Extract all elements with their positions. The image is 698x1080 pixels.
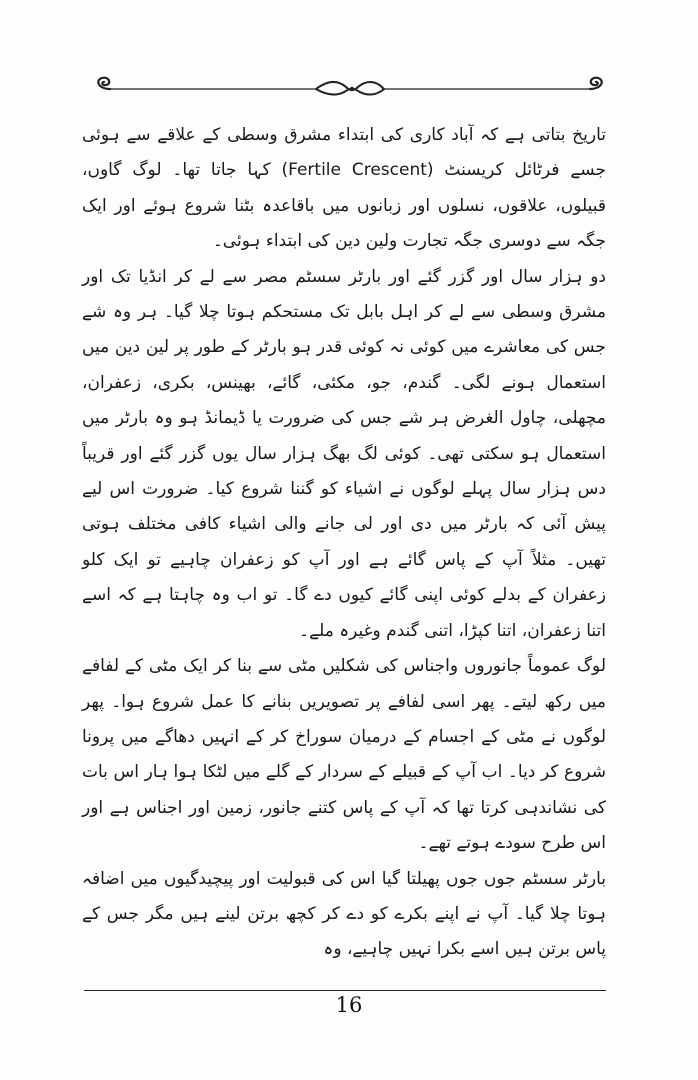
paragraph-origins: تاریخ بتاتی ہے کہ آباد کاری کی ابتداء مشرق وسطی کے علاقے سے ہوئی جسے فرٹائل کریسنٹ (Fertile Crescent) کہا جاتا تھا۔ لوگ گاوں، قبیلوں، علاقوں، نسلوں اور زبانوں میں باقاعدہ بٹنا شروع ہوئے اور ایک جگہ سے دوسری جگہ تجارت ولین دین کی ابتداء ہوئی۔	[82, 125, 606, 252]
ornament-center-dot	[350, 87, 354, 91]
ornament-right-curl	[590, 78, 602, 89]
header-ornament	[90, 72, 610, 106]
page-number: 16	[335, 993, 363, 1017]
ornament-left-curl	[98, 78, 110, 89]
paragraph-clay-tokens: لوگ عموماً جانوروں واجناس کی شکلیں مٹی سے بنا کر ایک مٹی کے لفافے میں رکھ لیتے۔ پھر اسی لفافے پر تصویریں بنانے کا عمل شروع ہوا۔ پھر لوگوں نے مٹی کے اجسام کے درمیان سوراخ کر کے انہیں دھاگے میں پرونا شروع کر دیا۔ اب آپ کے قبیلے کے سردار کے گلے میں لٹکا ہوا ہار اس بات کی نشاندہی کرتا تھا کہ آپ کے پاس کتنے جانور، زمین اور اجناس ہے اور اس طرح سودے ہوتے تھے۔	[82, 656, 606, 854]
paragraph-barter-complexity: بارٹر سسٹم جوں جوں پھیلتا گیا اس کی قبولیت اور پیچیدگیوں میں اضافہ ہوتا چلا گیا۔ آپ نے اپنے بکرے کو دے کر کچھ برتن لینے ہیں مگر جس کے پاس برتن ہیں اسے بکرا نہیں چاہیے، وہ	[82, 868, 606, 960]
paragraph-barter-growth: دو ہزار سال اور گزر گئے اور بارٹر سسٹم مصر سے لے کر انڈیا تک اور مشرق وسطی سے لے کر اہل بابل تک مستحکم ہوتا چلا گیا۔ ہر وہ شے جس کی معاشرے میں کوئی نہ کوئی قدر ہو بارٹر کے طور پر لین دین میں استعمال ہونے لگی۔ گندم، جو، مکئی، گائے، بھینس، بکری، زعفران، مچھلی، چاول الغرض ہر شے جس کی ضرورت یا ڈیمانڈ ہو وہ بارٹر میں استعمال ہو سکتی تھی۔ کوئی لگ بھگ ہزار سال یوں گزر گئے اور قریباً دس ہزار سال پہلے لوگوں نے اشیاء کو گننا شروع کیا۔ ضرورت اس لیے پیش آئی کہ بارٹر میں دی اور لی جانے والی اشیاء کافی مختلف ہوتی تھیں۔ مثلاً آپ کے پاس گائے ہے اور آپ کو زعفران چاہیے تو ایک کلو زعفران کے بدلے کوئی اپنی گائے کیوں دے گا۔ تو اب وہ چاہتا ہے کہ اسے اتنا زعفران، اتنا کپڑا، اتنی گندم وغیرہ ملے۔	[82, 266, 606, 641]
footer-divider	[84, 990, 606, 991]
body-text	[82, 118, 606, 968]
